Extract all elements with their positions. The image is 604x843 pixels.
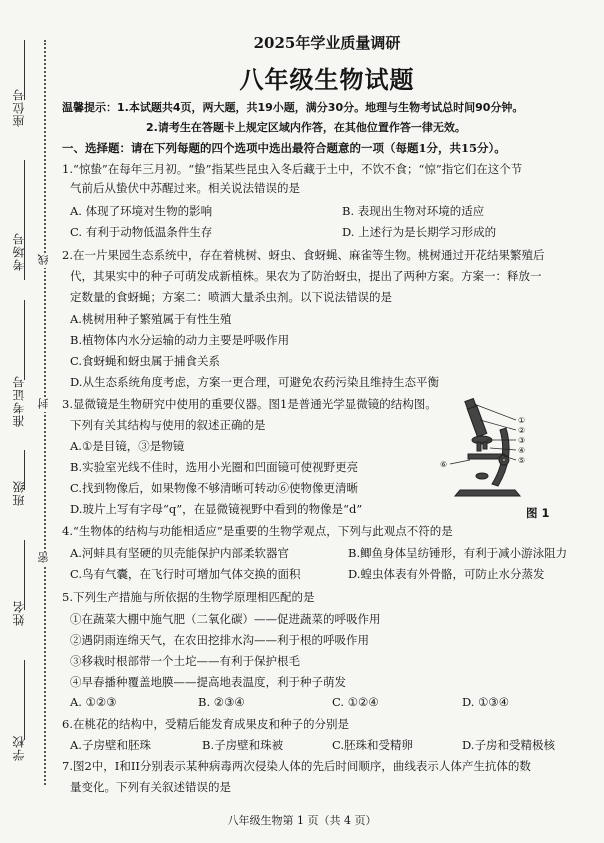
q2-option-a: A.桃树用种子繁殖属于有性生殖 bbox=[70, 312, 232, 326]
q6-stem: 6.在桃花的结构中，受精后能发育成果皮和种子的分别是 bbox=[62, 717, 349, 731]
section-one-heading: 一、选择题：请在下列每题的四个选项中选出最符合题意的一项（每题1分，共15分）。 bbox=[62, 141, 506, 155]
q5-option-d: D. ①③④ bbox=[462, 695, 510, 709]
margin-secret-mark: 密 bbox=[32, 552, 56, 566]
microscope-mirror bbox=[476, 473, 488, 479]
q2-option-d: D.从生态系统角度考虑，方案一更合理，可避免农药污染且维持生态平衡 bbox=[70, 375, 439, 389]
microscope-objective bbox=[477, 442, 481, 451]
q1-option-d: D. 上述行为是长期学习形成的 bbox=[342, 225, 497, 239]
fig-label-5: ⑤ bbox=[518, 456, 526, 465]
q3-stem-line-2: 下列有关其结构与使用的叙述正确的是 bbox=[70, 418, 266, 432]
margin-name-label: 姓名 bbox=[12, 600, 26, 626]
q5-option-c: C. ①②④ bbox=[332, 695, 379, 709]
q4-option-b: B.鲫鱼身体呈纺锤形，有利于减小游泳阻力 bbox=[348, 546, 568, 560]
q4-option-a: A.河蚌具有坚硬的贝壳能保护内部柔软器官 bbox=[70, 546, 289, 560]
q5-item-3: ③移栽时根部带一个土坨——有利于保护根毛 bbox=[70, 654, 300, 668]
margin-ticket-label: 准考证号 bbox=[12, 375, 26, 427]
q6-option-b: B.子房壁和珠被 bbox=[202, 738, 284, 752]
q3-option-c: C.找到物像后，如果物像不够清晰可转动⑥使物像更清晰 bbox=[70, 481, 359, 495]
fig-label-2: ② bbox=[518, 426, 526, 435]
figure-1-caption: 图 1 bbox=[526, 506, 550, 520]
seat-fill-line bbox=[24, 40, 25, 100]
page-footer: 八年级生物第 1 页（共 4 页） bbox=[227, 814, 377, 827]
q5-item-4: ④早春播种覆盖地膜——提高地表温度，利于种子萌发 bbox=[70, 675, 346, 689]
fig-label-1: ① bbox=[518, 416, 526, 425]
q3-option-d: D.玻片上写有字母“q”，在显微镜视野中看到的物像是“d” bbox=[70, 502, 363, 516]
exam-room-fill-line bbox=[24, 160, 25, 280]
q2-option-b: B.植物体内水分运输的动力主要是呼吸作用 bbox=[70, 333, 290, 347]
q4-option-c: C.鸟有气囊，在飞行时可增加气体交换的面积 bbox=[70, 567, 301, 581]
class-fill-line bbox=[24, 450, 25, 490]
exam-title: 八年级生物试题 bbox=[239, 65, 415, 94]
q7-stem-line-1: 7.图2中，I和II分别表示某种病毒两次侵染人体的先后时间顺序，曲线表示人体产生抗体的数 bbox=[62, 759, 531, 773]
school-fill-line bbox=[24, 660, 25, 740]
q1-stem-line-1: 1.“惊蛰”在每年三月初。“蛰”指某些昆虫入冬后藏于土中，不饮不食；“惊”指它们在这个节 bbox=[62, 162, 523, 176]
q5-item-2: ②遇阴雨连绵天气，在农田挖排水沟——利于根的呼吸作用 bbox=[70, 633, 369, 647]
fig-label-4: ④ bbox=[518, 446, 526, 455]
q2-stem-line-1: 2.在一片果园生态系统中，存在着桃树、蚜虫、食蚜蝇、麻雀等生物。桃树通过开花结果繁殖后 bbox=[62, 248, 545, 262]
q1-stem-line-2: 气前后从蛰伏中苏醒过来。相关说法错误的是 bbox=[70, 181, 300, 195]
fig-label-6: ⑥ bbox=[440, 460, 448, 469]
q1-option-c: C. 有利于动物低温条件生存 bbox=[70, 225, 213, 239]
margin-class-label: 班级 bbox=[12, 480, 26, 506]
q5-item-1: ①在蔬菜大棚中施气肥（二氧化碳）——促进蔬菜的呼吸作用 bbox=[70, 612, 381, 626]
fig-label-3: ③ bbox=[518, 436, 526, 445]
margin-line-mark: 线 bbox=[32, 254, 56, 268]
q5-option-b: B. ②③④ bbox=[198, 695, 245, 709]
q3-option-a: A.①是目镜，③是物镜 bbox=[70, 439, 185, 453]
q2-option-c: C.食蚜蝇和蚜虫属于捕食关系 bbox=[70, 354, 221, 368]
q6-option-d: D.子房和受精极核 bbox=[462, 738, 555, 752]
q2-stem-line-2: 代，其果实中的种子可萌发成新植株。果农为了防治蚜虫，提出了两种方案。方案一：释放一 bbox=[70, 269, 542, 283]
q4-option-d: D.蝗虫体表有外骨骼，可防止水分蒸发 bbox=[348, 567, 545, 581]
margin-seal-mark: 封 bbox=[32, 398, 56, 412]
margin-school-label: 学校 bbox=[12, 735, 26, 761]
microscope-objective bbox=[483, 442, 487, 449]
q1-option-b: B. 表现出生物对环境的适应 bbox=[342, 204, 485, 218]
q7-stem-line-2: 量变化。下列有关叙述错误的是 bbox=[70, 780, 231, 794]
q1-option-a: A. 体现了环境对生物的影响 bbox=[70, 204, 213, 218]
q2-stem-line-3: 定数量的食蚜蝇；方案二：喷洒大量杀虫剂。以下说法错误的是 bbox=[70, 290, 392, 304]
q3-option-b: B.实验室光线不佳时，选用小光圈和凹面镜可使视野更亮 bbox=[70, 460, 359, 474]
q5-option-a: A. ①②③ bbox=[70, 695, 117, 709]
q3-stem-line-1: 3.显微镜是生物研究中使用的重要仪器。图1是普通光学显微镜的结构图。 bbox=[62, 397, 437, 411]
microscope-stage bbox=[468, 454, 504, 459]
microscope-figure bbox=[420, 398, 560, 498]
tip-line-1: 温馨提示：1.本试题共4页，两大题，共19小题，满分30分。地理与生物考试总时间90分钟。 bbox=[62, 101, 524, 114]
name-fill-line bbox=[24, 540, 25, 610]
q4-stem: 4.“生物体的结构与功能相适应”是重要的生物学观点，下列与此观点不符的是 bbox=[62, 524, 453, 538]
tip-line-2: 2.请考生在答题卡上规定区域内作答，在其他位置作答一律无效。 bbox=[146, 121, 466, 134]
margin-seat-label: 座位号 bbox=[12, 88, 26, 127]
microscope-base bbox=[455, 490, 520, 496]
q6-option-c: C.胚珠和受精卵 bbox=[332, 738, 414, 752]
exam-subtitle: 2025年学业质量调研 bbox=[253, 34, 401, 52]
q5-stem: 5.下列生产措施与所依据的生物学原理相匹配的是 bbox=[62, 590, 315, 604]
binding-dashed-line bbox=[44, 40, 46, 785]
margin-exam-room-label: 考场号 bbox=[12, 232, 26, 271]
ticket-fill-line bbox=[24, 300, 25, 380]
q6-option-a: A.子房壁和胚珠 bbox=[70, 738, 151, 752]
